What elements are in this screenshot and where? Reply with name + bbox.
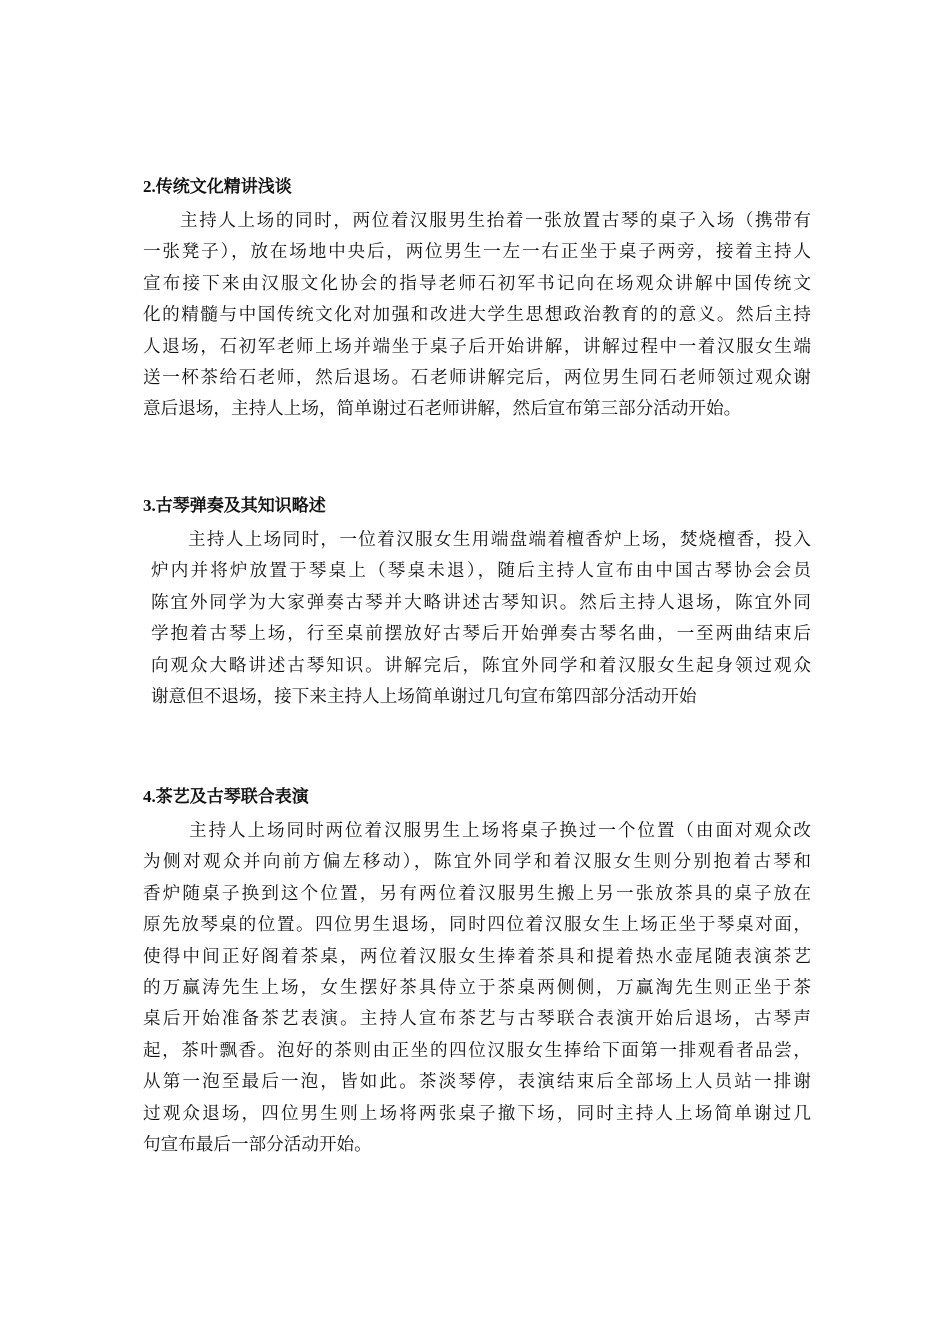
- paragraph-line: 意后退场，主持人上场，简单谢过石老师讲解，然后宣布第三部分活动开始。: [143, 399, 742, 420]
- section-title: 古琴弹奏及其知识略述: [155, 496, 326, 516]
- section-heading: [143, 493, 811, 519]
- section-number: 2.: [143, 177, 156, 196]
- paragraph-line: 宣布接下来由汉服文化协会的指导老师石初军书记向在场观众讲解中国传统文: [143, 273, 811, 294]
- paragraph-line: 原先放琴桌的位置。四位男生退场，同时四位着汉服女生上场正坐于琴桌对面，: [143, 915, 811, 936]
- section-paragraph: [143, 206, 811, 426]
- section-title: 传统文化精讲浅谈: [155, 177, 292, 197]
- section-heading: [143, 174, 811, 200]
- section-tea-and-guqin: [143, 784, 811, 1161]
- section-number: 3.: [143, 496, 156, 515]
- paragraph-line: 化的精髓与中国传统文化对加强和改进大学生思想政治教育的的意义。然后主持: [143, 305, 811, 326]
- paragraph-line: 的万赢涛先生上场，女生摆好茶具侍立于茶桌两侧侧，万赢淘先生则正坐于茶: [143, 978, 811, 999]
- paragraph-line: 主持人上场的同时，两位着汉服男生抬着一张放置古琴的桌子入场（携带有: [180, 211, 811, 231]
- paragraph-line: 香炉随桌子换到这个位置，另有两位着汉服男生搬上另一张放茶具的桌子放在: [143, 883, 811, 904]
- section-number: 4.: [143, 787, 156, 806]
- paragraph-line: 向观众大略讲述古琴知识。讲解完后，陈宜外同学和着汉服女生起身领过观众: [151, 655, 811, 676]
- paragraph-line: 炉内并将炉放置于琴桌上（琴桌未退），随后主持人宣布由中国古琴协会会员: [151, 561, 811, 582]
- section-traditional-culture: [143, 174, 811, 426]
- paragraph-line: 为侧对观众并向前方偏左移动），陈宜外同学和着汉服女生则分别抱着古琴和: [143, 852, 811, 873]
- paragraph-line: 谢意但不退场，接下来主持人上场简单谢过几句宣布第四部分活动开始: [151, 687, 697, 708]
- paragraph-line: 陈宜外同学为大家弹奏古琴并大略讲述古琴知识。然后主持人退场，陈宜外同: [151, 592, 811, 613]
- paragraph-line: 学抱着古琴上场，行至桌前摆放好古琴后开始弹奏古琴名曲，一至两曲结束后: [151, 624, 811, 645]
- paragraph-line: 起，茶叶飘香。泡好的茶则由正坐的四位汉服女生捧给下面第一排观看者品尝，: [143, 1040, 811, 1061]
- paragraph-line: 从第一泡至最后一泡，皆如此。茶淡琴停，表演结束后全部场上人员站一排谢: [143, 1072, 811, 1093]
- section-heading: [143, 784, 811, 810]
- paragraph-line: 送一杯茶给石老师，然后退场。石老师讲解完后，两位男生同石老师领过观众谢: [143, 368, 811, 389]
- paragraph-line: 一张凳子），放在场地中央后，两位男生一左一右正坐于桌子两旁，接着主持人: [143, 242, 811, 263]
- paragraph-line: 使得中间正好阁着茶桌，两位着汉服女生捧着茶具和提着热水壶尾随表演茶艺: [143, 946, 811, 967]
- paragraph-line: 主持人上场同时，一位着汉服女生用端盘端着檀香炉上场，焚烧檀香，投入: [188, 530, 811, 550]
- section-guqin-performance: [143, 493, 811, 713]
- paragraph-line: 桌后开始准备茶艺表演。主持人宣布茶艺与古琴联合表演开始后退场，古琴声: [143, 1009, 811, 1030]
- section-paragraph: [143, 816, 811, 1161]
- section-title: 茶艺及古琴联合表演: [155, 787, 309, 807]
- paragraph-line: 主持人上场同时两位着汉服男生上场将桌子换过一个位置（由面对观众改: [189, 821, 811, 841]
- section-paragraph: [143, 525, 811, 713]
- paragraph-line: 过观众退场，四位男生则上场将两张桌子撤下场，同时主持人上场简单谢过几: [143, 1103, 811, 1124]
- paragraph-line: 句宣布最后一部分活动开始。: [143, 1135, 372, 1156]
- paragraph-line: 人退场，石初军老师上场并端坐于桌子后开始讲解，讲解过程中一着汉服女生端: [143, 336, 811, 357]
